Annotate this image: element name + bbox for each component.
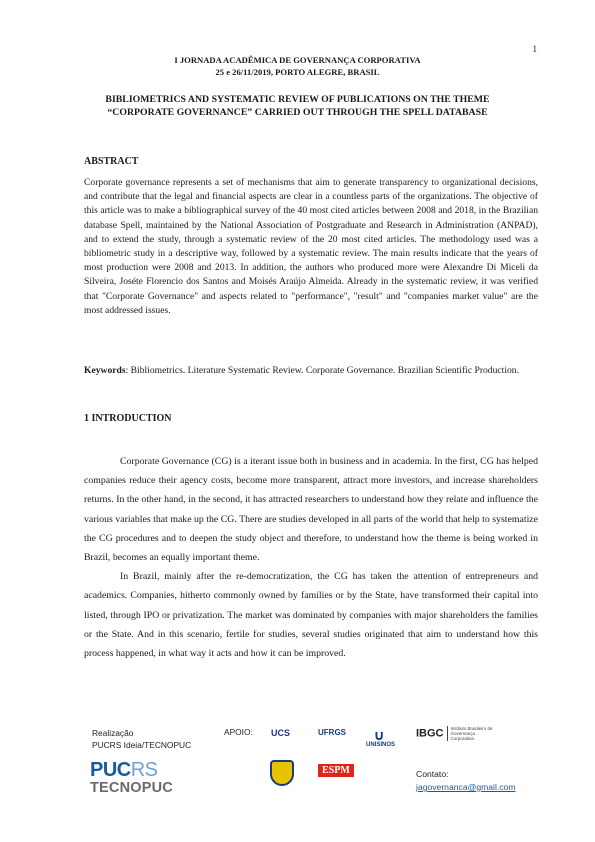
contact-block [416,768,515,794]
pucrs-logo-b: RS [130,759,158,781]
realizacao-block [92,727,191,751]
unisinos-logo: ∪ UNISINOS [366,727,396,748]
espm-logo: ESPM [318,764,354,777]
page-number: 1 [532,44,537,54]
contact-label: Contato: [416,769,449,779]
apoio-label: APOIO: [224,727,253,737]
paragraph: Corporate Governance (CG) is a iterant issue both in business and in academia. In the first, CG has helped companies reduce their agency costs, become more transparent, attract more investors, and increase shareholders returns. In the other hand, in the second, it has attracted researchers to understand how they relate and influence the various variables that make up the CG. There are studies developed in all parts of the world that help to systematize the CG procedures and to deepen the study object and therefore, to understand how the theme is being worked in Brazil, becomes an equally important theme. [84,456,538,564]
realizacao-org: PUCRS Ideia/TECNOPUC [92,740,192,750]
conference-name: I JORNADA ACADÊMICA DE GOVERNANÇA CORPORATIVA [174,55,421,65]
keywords-text: : Bibliometrics. Literature Systematic Review. Corporate Governance. Brazilian Scientific Production. [125,365,519,376]
ufrgs-logo: UFRGS [318,728,346,737]
ibgc-subtitle: Instituto Brasileiro de Governança Corporativa [447,726,499,741]
realizacao-label: Realização [92,728,134,738]
keywords [84,364,538,378]
conference-date-place: 25 e 26/11/2019, PORTO ALEGRE, BRASIL [215,67,380,77]
conference-header [0,54,595,78]
pucrs-logo [90,760,173,796]
paper-title: BIBLIOMETRICS AND SYSTEMATIC REVIEW OF PUBLICATIONS ON THE THEME “CORPORATE GOVERNANCE” CARRIED OUT THROUGH THE SPELL DATABASE [105,94,490,118]
introduction-heading: 1 INTRODUCTION [84,413,172,424]
tecnopuc-logo: TECNOPUC [90,780,173,796]
university-crest-logo [270,760,294,786]
introduction-body [84,452,538,663]
abstract-text: Corporate governance represents a set of mechanisms that aim to generate transparency to organizational decisions, and contribute that the legal and financial aspects are clear in a countless parts of the organizations. The objective of this article was to make a bibliographical survey of the 40 most cited articles between 2008 and 2018, in the Brazilian database Spell, maintained by the National Association of Postgraduate and Research in Administration (ANPAD), and to extend the study, through a systematic review of the 20 most cited articles. The methodology used was a bibliometric study in a descriptive way, followed by a systematic review. The main results indicate that the years of most production were 2008 and 2013. In addition, the authors who produced more were Alexandre Di Miceli da Silveira, Joséte Florencio dos Santos and Moisés Araújo Almeida. Already in the systematic review, it was verified that "Corporate Governance" and aspects related to "performance", "result" and "companies market value" are the most addressed issues. [84,177,538,316]
abstract-heading: ABSTRACT [84,156,139,167]
contact-email-link[interactable]: jagovernanca@gmail.com [416,782,516,792]
keywords-label: Keywords [84,365,126,376]
paragraph: In Brazil, mainly after the re-democratization, the CG has taken the attention of entrepreneurs and academics. Companies, hitherto commonly owned by families or by the State, have transformed their capital into listed, through IPO or privatization. The market was dominated by companies with major shareholders the families or the State. And in this scenario, fertile for studies, several studies originated that aim to understand how this process happened, in what way it acts and how it can be improved. [84,571,538,660]
ucs-logo: UCS [271,728,291,738]
pucrs-logo-a: PUC [90,759,131,781]
ibgc-logo: IBGC Instituto Brasileiro de Governança Corporativa [416,726,499,741]
